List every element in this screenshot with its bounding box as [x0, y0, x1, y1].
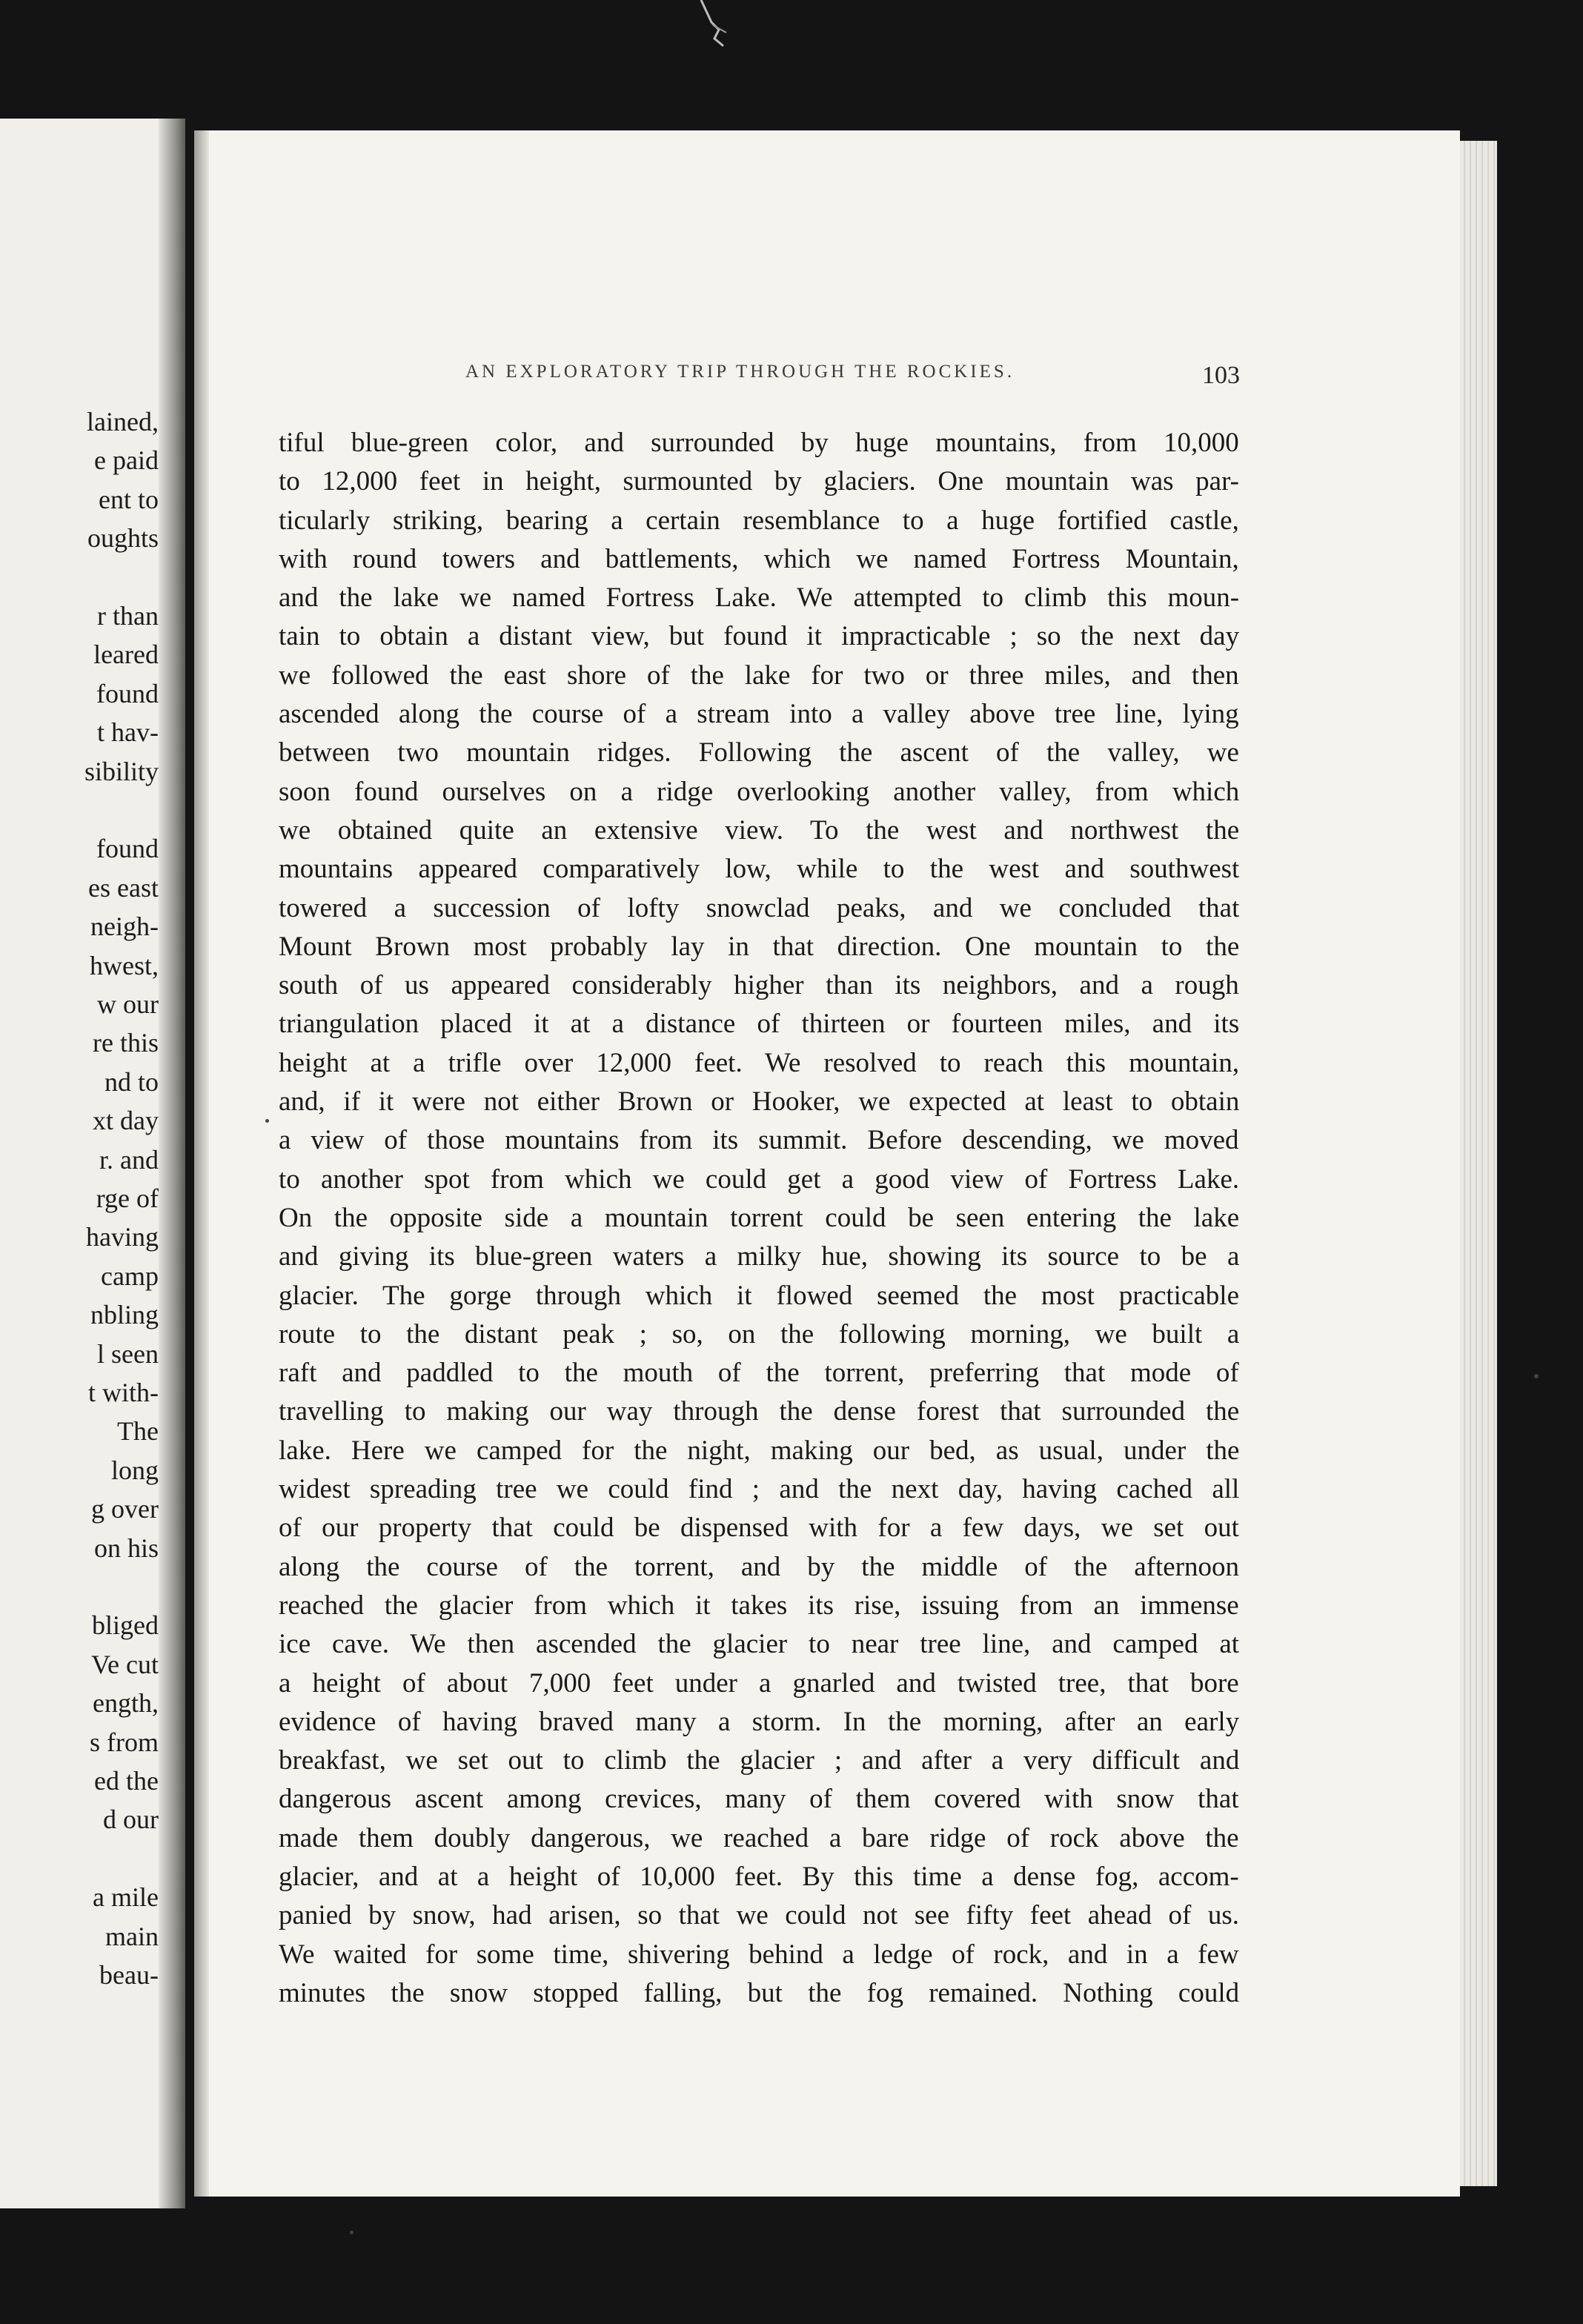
left-page-line: The: [117, 1416, 159, 1447]
left-page-line: beau-: [99, 1960, 159, 1990]
left-page-line: Ve cut: [91, 1649, 159, 1679]
left-page-line: having: [86, 1222, 159, 1252]
left-page-line: found: [96, 834, 159, 864]
text-line: mountains appeared comparatively low, while to the west and southwest: [279, 854, 1239, 885]
running-head: AN EXPLORATORY TRIP THROUGH THE ROCKIES.: [465, 362, 1015, 382]
left-page-line: hwest,: [90, 950, 159, 980]
left-facing-page: [0, 119, 185, 2208]
page-stack-edge: [1460, 141, 1497, 2186]
text-line: tiful blue-green color, and surrounded by huge mountains, from 10,000: [279, 428, 1239, 458]
text-line: and, if it were not either Brown or Hooker, we expected at least to obtain: [279, 1086, 1239, 1118]
left-page-line: t hav-: [97, 717, 159, 748]
text-line: travelling to making our way through the dense forest that surrounded the: [279, 1396, 1239, 1427]
speck: [350, 2231, 354, 2234]
text-line: to another spot from which we could get a good view of Fortress Lake.: [279, 1163, 1239, 1195]
left-page-line: ength,: [93, 1688, 159, 1719]
text-line: soon found ourselves on a ridge overlooking another valley, from which: [279, 776, 1239, 807]
text-line: lake. Here we camped for the night, making our bed, as usual, under the: [279, 1435, 1239, 1466]
binding-thread-mark: [694, 0, 738, 52]
speck: [1534, 1374, 1539, 1378]
left-page-line: es east: [88, 872, 159, 903]
text-line: with round towers and battlements, which we named Fortress Mountain,: [279, 543, 1239, 574]
left-page-line: a mile: [93, 1882, 159, 1913]
text-line: breakfast, we set out to climb the glacier ; and after a very difficult and: [279, 1745, 1239, 1776]
text-line: reached the glacier from which it takes its rise, issuing from an immense: [279, 1590, 1239, 1621]
left-page-line: oughts: [87, 523, 159, 554]
left-page-line: r than: [97, 601, 159, 631]
text-line: Mount Brown most probably lay in that direction. One mountain to the: [279, 931, 1239, 962]
text-line: between two mountain ridges. Following the ascent of the valley, we: [279, 737, 1239, 768]
text-line: route to the distant peak ; so, on the following morning, we built a: [279, 1318, 1239, 1349]
left-page-line: neigh-: [90, 912, 159, 942]
text-line: height at a trifle over 12,000 feet. We resolved to reach this mountain,: [279, 1047, 1239, 1078]
left-page-line: bliged: [92, 1610, 159, 1641]
left-page-gutter-shadow: [159, 119, 185, 2208]
text-line: of our property that could be dispensed with for a few days, we set out: [279, 1513, 1239, 1544]
text-line: and the lake we named Fortress Lake. We attempted to climb this moun-: [279, 582, 1239, 614]
left-page-line: rge of: [96, 1183, 159, 1213]
left-page-line: found: [96, 678, 159, 708]
left-page-line: lained,: [87, 407, 159, 436]
text-line: minutes the snow stopped falling, but the fog remained. Nothing could: [279, 1977, 1239, 2008]
left-page-line: t with-: [88, 1378, 159, 1407]
left-page-line: w our: [97, 989, 159, 1019]
left-page-line: r. and: [99, 1144, 159, 1175]
left-page-line: d our: [103, 1805, 159, 1835]
left-page-line: re this: [93, 1028, 159, 1058]
left-page-line: g over: [91, 1494, 159, 1524]
text-line: panied by snow, had arisen, so that we could not see fifty feet ahead of us.: [279, 1900, 1239, 1931]
left-page-line: sibility: [84, 756, 159, 786]
left-page-line: leared: [93, 640, 159, 670]
text-line: dangerous ascent among crevices, many of them covered with snow that: [279, 1784, 1239, 1815]
left-page-line: ed the: [94, 1766, 159, 1796]
text-line: evidence of having braved many a storm. In the morning, after an early: [279, 1706, 1239, 1737]
text-line: We waited for some time, shivering behind a ledge of rock, and in a few: [279, 1939, 1239, 1970]
text-line: we obtained quite an extensive view. To the west and northwest the: [279, 814, 1239, 846]
speck: [265, 1119, 269, 1123]
left-page-line: main: [105, 1921, 159, 1951]
left-page-line: l seen: [97, 1338, 159, 1369]
left-page-line: nd to: [104, 1066, 159, 1097]
text-line: towered a succession of lofty snowclad peaks, and we concluded that: [279, 892, 1239, 923]
left-page-line: on his: [93, 1533, 159, 1563]
left-page-line: ent to: [99, 484, 159, 514]
text-line: a view of those mountains from its summit. Before descending, we moved: [279, 1125, 1239, 1156]
text-line: we followed the east shore of the lake for two or three miles, and then: [279, 660, 1239, 691]
text-line: triangulation placed it at a distance of thirteen or fourteen miles, and its: [279, 1009, 1239, 1040]
text-line: to 12,000 feet in height, surmounted by glaciers. One mountain was par-: [279, 466, 1239, 497]
text-line: glacier. The gorge through which it flowed seemed the most practicable: [279, 1280, 1239, 1311]
text-line: widest spreading tree we could find ; and the next day, having cached all: [279, 1474, 1239, 1505]
text-line: raft and paddled to the mouth of the torrent, preferring that mode of: [279, 1358, 1239, 1389]
left-page-text-column: [0, 406, 159, 1998]
text-line: south of us appeared considerably higher than its neighbors, and a rough: [279, 970, 1239, 1001]
text-line: ice cave. We then ascended the glacier to near tree line, and camped at: [279, 1629, 1239, 1660]
body-text: [279, 424, 1239, 2013]
text-line: ticularly striking, bearing a certain resemblance to a huge fortified castle,: [279, 505, 1239, 536]
text-line: tain to obtain a distant view, but found it impracticable ; so the next day: [279, 621, 1239, 652]
text-line: along the course of the torrent, and by the middle of the afternoon: [279, 1551, 1239, 1582]
left-page-line: e paid: [94, 445, 159, 476]
page-number: 103: [1202, 362, 1240, 389]
right-page-gutter-shadow: [194, 130, 209, 2197]
left-page-line: s from: [90, 1727, 159, 1757]
left-page-line: camp: [101, 1261, 159, 1291]
text-line: ascended along the course of a stream into a valley above tree line, lying: [279, 699, 1239, 730]
left-page-line: long: [110, 1455, 159, 1485]
text-line: glacier, and at a height of 10,000 feet. By this time a dense fog, accom-: [279, 1861, 1239, 1892]
text-line: and giving its blue-green waters a milky hue, showing its source to be a: [279, 1241, 1239, 1272]
text-line: made them doubly dangerous, we reached a bare ridge of rock above the: [279, 1822, 1239, 1853]
text-line: On the opposite side a mountain torrent could be seen entering the lake: [279, 1202, 1239, 1233]
left-page-line: xt day: [93, 1106, 159, 1136]
left-page-line: nbling: [90, 1300, 159, 1330]
text-line: a height of about 7,000 feet under a gnarled and twisted tree, that bore: [279, 1667, 1239, 1699]
